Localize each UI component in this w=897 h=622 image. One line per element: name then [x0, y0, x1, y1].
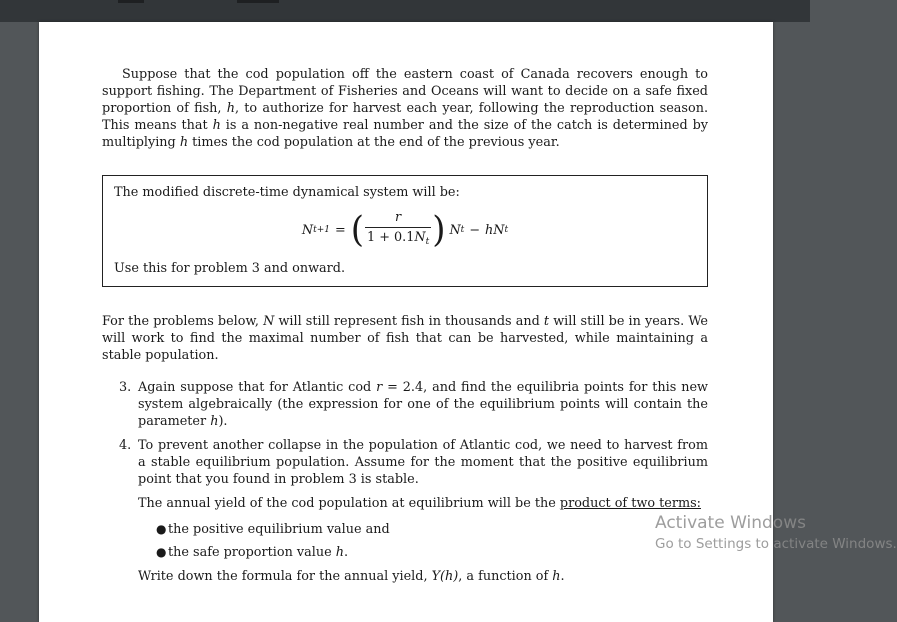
- para2-text: will still be in years. We will work to find the maximal number of fish that can be harvested, while maintaining a stable population.: [102, 314, 708, 363]
- problem-text: Again suppose that for Atlantic cod: [138, 380, 377, 395]
- problem-4: [102, 437, 708, 585]
- var-h: h: [210, 414, 219, 429]
- var-t: t: [543, 314, 550, 329]
- eq-numerator: r: [395, 210, 402, 225]
- yield-terms-list: [138, 521, 708, 561]
- var-r: r: [376, 380, 383, 395]
- intro-paragraph: [102, 66, 708, 151]
- para2-text: For the problems below,: [102, 314, 264, 329]
- problem-3: [102, 379, 708, 430]
- formula-arg: (h): [440, 569, 459, 584]
- viewer-toolbar: [0, 0, 810, 22]
- bullet-icon: ●: [156, 545, 167, 559]
- var-Y: Y: [431, 569, 441, 584]
- eq-close-paren: ): [432, 209, 446, 251]
- intro-text: , to authorize for harvest each year, following the reproduction season. This means that: [102, 101, 709, 133]
- intro-text: Suppose that the cod population off the eastern coast of Canada recovers enough to support fishing. The Department of Fisheries and Oceans will want to decide on a safe fixed proportion of fish,: [102, 67, 708, 116]
- eq-fraction: [365, 209, 431, 251]
- eq-term2-subscript: t: [504, 224, 509, 235]
- eq-minus: −: [469, 222, 481, 238]
- var-h: h: [335, 545, 344, 560]
- eq-open-paren: (: [350, 209, 364, 251]
- eq-denominator: [365, 227, 431, 251]
- yield-intro: The annual yield of the cod population at equilibrium will be the: [138, 496, 560, 511]
- bullet-text: .: [343, 545, 349, 560]
- dynamical-system-equation: [114, 203, 696, 257]
- box-outro: Use this for problem 3 and onward.: [114, 261, 346, 276]
- problem-number: 3.: [119, 380, 132, 395]
- bullet-icon: ●: [156, 522, 167, 536]
- eq-denominator-prefix: 1 + 0.1: [367, 230, 415, 245]
- bullet-text: the positive equilibrium value and: [168, 522, 390, 537]
- problem-text: ).: [218, 414, 228, 429]
- problem-text: To prevent another collapse in the population of Atlantic cod, we need to harvest from a stable equilibrium population. Assume for the moment that the positive equilibrium point that you found in problem 3 is stable.: [138, 438, 708, 487]
- para2-text: will still represent fish in thousands and: [274, 314, 544, 329]
- formula-text: Write down the formula for the annual yield,: [138, 569, 432, 584]
- formula-paragraph: [138, 568, 708, 585]
- eq-term2: hN: [485, 222, 505, 238]
- eq-denominator-var: N: [414, 230, 426, 245]
- problem-text: = 2.4, and find the equilibria points for this new system algebraically (the expression for one of the equilibrium points will contain the parameter: [138, 380, 708, 429]
- list-item: [138, 521, 708, 538]
- var-N: N: [263, 314, 275, 329]
- formula-text: .: [560, 569, 565, 584]
- toolbar-control[interactable]: [237, 0, 279, 3]
- bullet-text: the safe proportion value: [168, 545, 336, 560]
- problems-intro-paragraph: [102, 313, 708, 364]
- eq-term1-subscript: t: [460, 224, 465, 235]
- activate-windows-watermark: [655, 512, 897, 554]
- watermark-title: Activate Windows: [655, 513, 806, 533]
- box-intro: The modified discrete-time dynamical system will be:: [114, 185, 460, 200]
- intro-text: times the cod population at the end of the previous year.: [188, 135, 560, 150]
- list-item: [138, 544, 708, 561]
- problem-list: [102, 379, 708, 585]
- intro-text: is a non-negative real number and the size of the catch is determined by multiplying: [102, 118, 708, 150]
- var-h: h: [179, 135, 189, 150]
- yield-paragraph: [138, 495, 708, 512]
- product-of-two-terms-link[interactable]: product of two terms:: [559, 496, 701, 511]
- eq-term1: N: [449, 222, 461, 238]
- formula-text: , a function of: [458, 569, 553, 584]
- eq-lhs-subscript: t+1: [313, 224, 330, 235]
- var-h: h: [212, 118, 221, 133]
- page-content: [102, 66, 708, 592]
- eq-equals: =: [335, 222, 346, 238]
- toolbar-control[interactable]: [118, 0, 144, 3]
- watermark-subtitle: Go to Settings to activate Windows.: [655, 536, 897, 552]
- var-h: h: [226, 101, 235, 116]
- eq-denominator-subscript: t: [425, 237, 430, 247]
- var-h: h: [552, 569, 561, 584]
- system-definition-box: [102, 175, 708, 287]
- problem-number: 4.: [119, 438, 132, 453]
- eq-lhs: N: [301, 222, 314, 238]
